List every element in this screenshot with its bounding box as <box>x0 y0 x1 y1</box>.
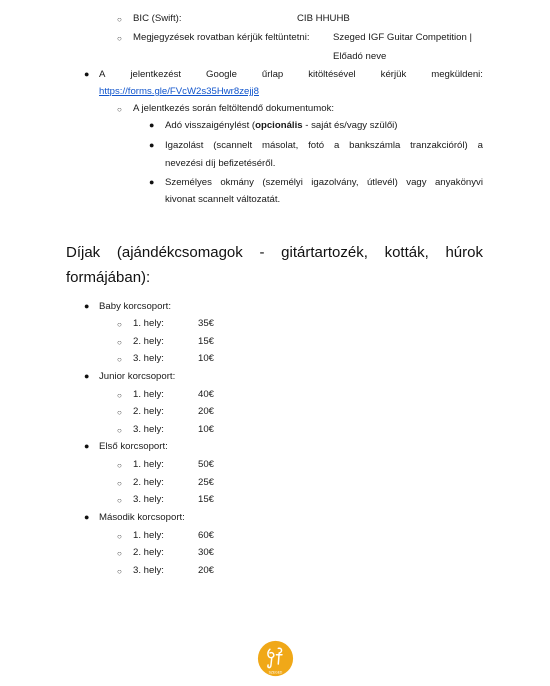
word: jelentkezést <box>130 69 182 80</box>
bullet-filled: ● <box>149 120 155 130</box>
bullet-open: ○ <box>117 426 122 435</box>
doc-tax-return <box>165 120 398 132</box>
logo-text: SZEGED <box>268 670 283 675</box>
word: Google <box>206 69 237 80</box>
bullet-open: ○ <box>117 567 122 576</box>
festival-logo <box>257 640 294 677</box>
prize-place: 1. hely: <box>133 318 164 329</box>
word: Igazolást <box>165 140 204 151</box>
word: fotó <box>308 140 325 151</box>
word: igazolvány, <box>311 177 359 188</box>
doc-id-line1 <box>165 177 483 189</box>
bullet-open: ○ <box>117 532 122 541</box>
prize-amount: 25€ <box>198 477 215 488</box>
bullet-open: ○ <box>117 479 122 488</box>
prize-place: 1. hely: <box>133 530 164 541</box>
prize-place: 3. hely: <box>133 353 164 364</box>
bullet-filled: ● <box>84 301 90 311</box>
doc-tax-suffix: - saját és/vagy szülői) <box>302 120 398 131</box>
prize-amount: 35€ <box>198 318 215 329</box>
group-name: Baby korcsoport: <box>99 301 171 312</box>
word: (személyi <box>262 177 303 188</box>
registration-sentence <box>99 69 483 81</box>
word: vagy <box>406 177 427 188</box>
bullet-open: ○ <box>117 355 122 364</box>
group-name: Második korcsoport: <box>99 512 185 523</box>
word: útlevél) <box>366 177 398 188</box>
word: A <box>99 69 106 80</box>
remarks-label: Megjegyzések rovatban kérjük feltüntetni: <box>133 32 310 43</box>
bullet-filled: ● <box>84 69 90 79</box>
word: kérjük <box>380 69 407 80</box>
word: húrok <box>445 244 483 261</box>
prize-place: 3. hely: <box>133 494 164 505</box>
word: okmány <box>220 177 254 188</box>
word: a <box>333 140 340 151</box>
word: kitöltésével <box>308 69 356 80</box>
bullet-open: ○ <box>117 34 122 43</box>
bullet-open: ○ <box>117 15 122 24</box>
bullet-filled: ● <box>149 177 155 187</box>
prize-place: 3. hely: <box>133 424 164 435</box>
prize-place: 2. hely: <box>133 477 164 488</box>
prize-amount: 10€ <box>198 424 215 435</box>
prize-amount: 50€ <box>198 459 215 470</box>
word: gitártartozék, <box>281 244 368 261</box>
word: kották, <box>384 244 429 261</box>
doc-proof-line1 <box>165 140 483 152</box>
prize-amount: 15€ <box>198 336 215 347</box>
doc-tax-optional: opcionális <box>255 120 303 131</box>
word: másolat, <box>262 140 299 151</box>
bullet-open: ○ <box>117 105 122 114</box>
doc-proof-line2: nevezési díj befizetéséről. <box>165 158 276 169</box>
bullet-filled: ● <box>84 371 90 381</box>
bullet-filled: ● <box>84 512 90 522</box>
bullet-open: ○ <box>117 338 122 347</box>
prize-amount: 10€ <box>198 353 215 364</box>
bic-label: BIC (Swift): <box>133 13 182 24</box>
doc-id-line2: kivonat scannelt változatát. <box>165 194 281 205</box>
prize-place: 2. hely: <box>133 406 164 417</box>
bullet-open: ○ <box>117 549 122 558</box>
bullet-open: ○ <box>117 391 122 400</box>
word: bankszámla <box>349 140 401 151</box>
group-name: Első korcsoport: <box>99 441 168 452</box>
bullet-open: ○ <box>117 461 122 470</box>
prize-amount: 20€ <box>198 565 215 576</box>
word: űrlap <box>261 69 284 80</box>
prize-place: 1. hely: <box>133 459 164 470</box>
doc-tax-prefix: Adó visszaigénylést ( <box>165 120 256 131</box>
prize-amount: 15€ <box>198 494 215 505</box>
prize-place: 2. hely: <box>133 547 164 558</box>
prize-amount: 30€ <box>198 547 215 558</box>
word: tranzakcióról) <box>410 140 468 151</box>
bullet-filled: ● <box>84 441 90 451</box>
docs-label: A jelentkezés során feltöltendő dokumentumok: <box>133 103 335 114</box>
registration-form-link[interactable]: https://forms.gle/FVcW2s35Hwr8zejj8 <box>99 86 259 97</box>
word: megküldeni: <box>431 69 483 80</box>
word: - <box>259 244 265 261</box>
prizes-heading-line2: formájában): <box>66 269 151 286</box>
word: anyakönyvi <box>434 177 483 188</box>
bullet-open: ○ <box>117 320 122 329</box>
prizes-heading-line1 <box>66 243 483 263</box>
word: a <box>477 140 483 151</box>
group-name: Junior korcsoport: <box>99 371 176 382</box>
word: (scannelt <box>213 140 253 151</box>
prize-place: 3. hely: <box>133 565 164 576</box>
bic-value: CIB HHUHB <box>297 13 350 24</box>
bullet-open: ○ <box>117 408 122 417</box>
remarks-value-line2: Előadó neve <box>333 51 387 62</box>
bullet-open: ○ <box>117 496 122 505</box>
prize-place: 1. hely: <box>133 389 164 400</box>
remarks-value-line1: Szeged IGF Guitar Competition | <box>333 32 472 43</box>
word: Díjak <box>66 244 101 261</box>
word: Személyes <box>165 177 212 188</box>
word: (ajándékcsomagok <box>116 244 243 261</box>
prize-amount: 60€ <box>198 530 215 541</box>
prize-amount: 40€ <box>198 389 215 400</box>
prize-amount: 20€ <box>198 406 215 417</box>
bullet-filled: ● <box>149 140 155 150</box>
prize-place: 2. hely: <box>133 336 164 347</box>
